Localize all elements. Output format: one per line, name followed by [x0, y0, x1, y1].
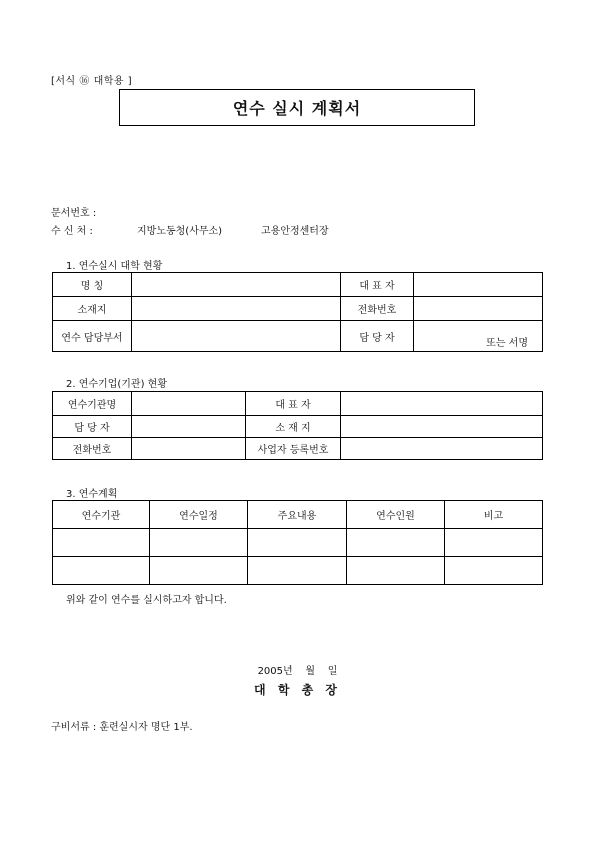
value-cell[interactable]: [132, 273, 341, 297]
section2-table: [52, 391, 543, 460]
column-header: 연수인원: [347, 501, 445, 529]
label-cell: 전화번호: [53, 438, 132, 460]
table-row: [53, 321, 543, 352]
attachment-note: 구비서류 : 훈련실시자 명단 1부.: [51, 722, 193, 733]
section1-table: [52, 272, 543, 352]
column-header: 연수일정: [150, 501, 248, 529]
label-cell: 소재지: [53, 297, 132, 321]
recipient-label: 수 신 처 :: [51, 226, 93, 237]
section2-heading: 2. 연수기업(기관) 현황: [66, 379, 167, 390]
table-cell[interactable]: [150, 529, 248, 557]
label-cell: 연수 담당부서: [53, 321, 132, 352]
table-cell[interactable]: [445, 529, 543, 557]
table-row: [53, 392, 543, 416]
signature-cell[interactable]: [414, 321, 543, 352]
value-cell[interactable]: [132, 416, 246, 438]
label-cell: 연수기관명: [53, 392, 132, 416]
section3-table: [52, 500, 543, 585]
value-cell[interactable]: [414, 273, 543, 297]
value-cell[interactable]: [414, 297, 543, 321]
label-cell: 전화번호: [341, 297, 414, 321]
table-cell[interactable]: [248, 557, 347, 585]
recipient-2: 고용안정센터장: [261, 226, 329, 237]
table-cell[interactable]: [347, 557, 445, 585]
table-row: [53, 297, 543, 321]
value-cell[interactable]: [132, 392, 246, 416]
title-box: [119, 89, 475, 126]
table-cell[interactable]: [347, 529, 445, 557]
section1-heading: 1. 연수실시 대학 현황: [66, 261, 163, 272]
label-cell: 대 표 자: [341, 273, 414, 297]
table-cell[interactable]: [445, 557, 543, 585]
signer: 대 학 총 장: [254, 683, 341, 697]
table-row: [53, 273, 543, 297]
form-tag: [서식 ⑯ 대학용 ]: [51, 76, 133, 87]
statement: 위와 같이 연수를 실시하고자 합니다.: [66, 595, 227, 606]
table-row: [53, 557, 543, 585]
label-cell: 소 재 지: [246, 416, 341, 438]
document-title: 연수 실시 계획서: [232, 99, 362, 118]
table-row: [53, 438, 543, 460]
table-cell[interactable]: [248, 529, 347, 557]
label-cell: 담 당 자: [341, 321, 414, 352]
column-header: 주요내용: [248, 501, 347, 529]
value-cell[interactable]: [341, 438, 543, 460]
doc-number-label: 문서번호 :: [51, 208, 97, 219]
label-cell: 명 칭: [53, 273, 132, 297]
table-row: [53, 416, 543, 438]
value-cell[interactable]: [132, 438, 246, 460]
value-cell[interactable]: [341, 416, 543, 438]
label-cell: 대 표 자: [246, 392, 341, 416]
table-cell[interactable]: [150, 557, 248, 585]
label-cell: 사업자 등록번호: [246, 438, 341, 460]
table-row: [53, 529, 543, 557]
section3-heading: 3. 연수계획: [66, 489, 118, 500]
column-header: 비고: [445, 501, 543, 529]
value-cell[interactable]: [132, 321, 341, 352]
label-cell: 담 당 자: [53, 416, 132, 438]
value-cell[interactable]: [132, 297, 341, 321]
table-header-row: [53, 501, 543, 529]
table-cell[interactable]: [53, 557, 150, 585]
value-cell[interactable]: [341, 392, 543, 416]
column-header: 연수기관: [53, 501, 150, 529]
signature-note: 또는 서명: [486, 338, 528, 349]
recipient-1: 지방노동청(사무소): [137, 226, 223, 237]
date-line: 2005년 월 일: [257, 666, 338, 677]
table-cell[interactable]: [53, 529, 150, 557]
